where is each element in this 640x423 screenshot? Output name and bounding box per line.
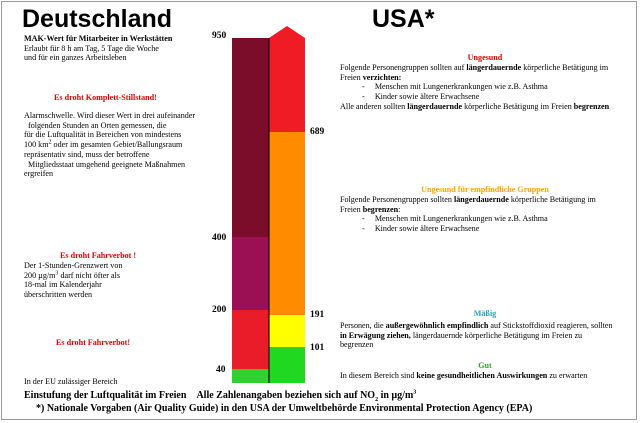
alarm-block: [24, 111, 224, 179]
eu-range-text: In der EU zulässiger Bereich: [24, 377, 118, 386]
e1: Folgende Personengruppen sollten: [340, 195, 454, 204]
t6: Menschen mit Lungenerkrankungen wie z.B. Asthma: [374, 82, 548, 92]
ungesund-line-2: [340, 73, 635, 83]
t10: körperliche Betätigung im Freien: [462, 101, 574, 111]
grenz-line-2: [24, 271, 214, 281]
ungesund-block: [340, 63, 635, 112]
g1: In diesem Bereich sind: [340, 371, 417, 380]
empfindlich-heading: Ungesund für empfindliche Gruppen: [421, 185, 549, 194]
t9: längerdauernde: [407, 101, 463, 111]
maessig-line-2: [340, 331, 636, 341]
ungesund-bullet-2: - Kinder sowie ältere Erwachsene: [362, 92, 480, 102]
empf-line-1: [340, 195, 635, 205]
t5: verzichten:: [362, 72, 402, 82]
alarm-line-6: Mitgliedsstaat umgehend geeignete Maßnahmen: [28, 159, 186, 169]
alarm-line-5: repräsentativ sind, muss der betroffene: [24, 149, 150, 159]
mak-text-1: Erlaubt für 8 h am Tag, 5 Tage die Woche: [24, 43, 159, 53]
footer-sub: 2: [375, 397, 379, 403]
usa-bar-segment-1: [269, 132, 305, 315]
m1: Personen, die: [340, 321, 386, 330]
g2: keine gesundheitlichen Auswirkungen: [416, 371, 548, 380]
t11: begrenzen: [573, 101, 610, 111]
alarm-line-2: folgenden Stunden an Orten gemessen, die: [28, 120, 167, 130]
t8: Alle anderen sollten: [340, 101, 408, 111]
germany-bar-segment-0: [232, 38, 269, 237]
empfindlich-block: [340, 195, 635, 234]
fahrverbot-heading-2: Es droht Fahrverbot!: [56, 338, 131, 347]
grenz-value-sup: 3: [55, 270, 59, 277]
germany-bar-segment-1: [232, 237, 269, 310]
t2: längerdauernde: [466, 63, 522, 72]
grenz-line-1: Der 1-Stunden-Grenzwert von: [24, 261, 123, 270]
t1: Folgende Personengruppen sollten auf: [340, 63, 467, 72]
gut-heading: Gut: [478, 361, 492, 370]
m4: in Erwägung ziehen,: [340, 330, 411, 340]
usa-bar-segment-2: [269, 315, 305, 347]
e8: Kinder sowie ältere Erwachsene: [374, 224, 480, 234]
fahrverbot-heading-1: Es droht Fahrverbot !: [60, 251, 137, 260]
ungesund-heading: Ungesund: [467, 53, 503, 62]
e3: körperliche Betätigung im: [508, 195, 596, 204]
alarm-area: 100 km: [24, 140, 49, 150]
maessig-heading: Mäßig: [473, 309, 497, 318]
e4: Freien: [340, 204, 363, 214]
gut-line: [340, 371, 636, 381]
m2: außergewöhnlich empfindlich: [385, 321, 489, 330]
footer-note: Alle Zahlenangaben beziehen sich auf NO: [196, 390, 376, 401]
alarm-area-rest: oder im gesamten Gebiet/Ballungsraum: [51, 140, 183, 150]
g3: zu erwarten: [547, 371, 588, 380]
maessig-line-1: [340, 321, 636, 331]
scale-label-200: 200: [212, 305, 227, 315]
m5: längerdauernde körperliche Betätigung im Freien zu: [410, 330, 583, 340]
alarm-line-4: [24, 140, 224, 150]
footer-line-1: [24, 390, 416, 402]
ungesund-line-3: [340, 102, 635, 112]
scale-label-40: 40: [216, 365, 226, 375]
usa-bar-segment-3: [269, 347, 305, 383]
footer-sup: 3: [413, 389, 417, 396]
t4: Freien: [340, 72, 363, 82]
germany-bar-segment-3: [232, 369, 269, 383]
t3: körperliche Betätigung im: [521, 63, 609, 72]
alarm-line-3: für die Luftqualität in Bereichen von mindestens: [24, 130, 182, 140]
grenz-value: 200 µg/m: [24, 270, 56, 280]
alarm-line-1: Alarmschwelle. Wird dieser Wert in drei aufeinander: [24, 111, 196, 120]
mak-block: [24, 34, 214, 63]
maessig-block: [340, 321, 636, 350]
grenz-line-3: 18-mal im Kalenderjahr: [24, 280, 102, 290]
maessig-line-3: begrenzen: [340, 340, 374, 350]
grenz-value-rest: darf nicht öfter als: [58, 270, 120, 280]
footer-unit: in µg/m: [378, 390, 414, 401]
m3: auf Stickstoffdioxid reagieren, sollten: [488, 321, 613, 330]
germany-bar-segment-2: [232, 310, 269, 369]
alarm-line-7: ergreifen: [24, 169, 54, 179]
empf-bullet-1: - Menschen mit Lungenerkrankungen wie z.B. Asthma: [362, 214, 548, 224]
scale-label-689: 689: [310, 127, 325, 137]
title-usa: USA*: [372, 5, 435, 33]
e5: begrenzen: [362, 204, 399, 214]
ungesund-line-1: [340, 63, 635, 73]
usa-bar-arrow: [269, 26, 305, 38]
e2: längerdauernde: [453, 195, 509, 204]
alarm-area-sup: 2: [48, 139, 52, 146]
stillstand-heading: Es droht Komplett-Stillstand!: [54, 93, 157, 102]
footer-line-2: *) Nationale Vorgaben (Air Quality Guide) in den USA der Umweltbehörde Environmental Protection Agency (EPA): [36, 403, 533, 414]
scale-label-400: 400: [212, 233, 227, 243]
empf-line-2: [340, 205, 635, 215]
e6: :: [398, 204, 401, 214]
grenz-line-4: überschritten werden: [24, 290, 93, 300]
t7: Kinder sowie ältere Erwachsene: [374, 92, 480, 102]
usa-bar-segment-0: [269, 38, 305, 132]
e7: Menschen mit Lungenerkrankungen wie z.B. Asthma: [374, 214, 548, 224]
mak-text-2: und für ein ganzes Arbeitsleben: [24, 53, 127, 63]
scale-label-191: 191: [310, 310, 325, 320]
scale-label-101: 101: [310, 343, 325, 353]
mak-title: MAK-Wert für Mitarbeiter in Werkstätten: [24, 34, 173, 43]
empf-bullet-2: - Kinder sowie ältere Erwachsene: [362, 224, 480, 234]
scale-label-950: 950: [212, 31, 227, 41]
grenzwert-block: [24, 261, 214, 300]
title-deutschland: Deutschland: [22, 5, 173, 33]
ungesund-bullet-1: - Menschen mit Lungenerkrankungen wie z.B. Asthma: [362, 82, 548, 92]
footer-title: Einstufung der Luftqualität im Freien: [24, 390, 187, 401]
